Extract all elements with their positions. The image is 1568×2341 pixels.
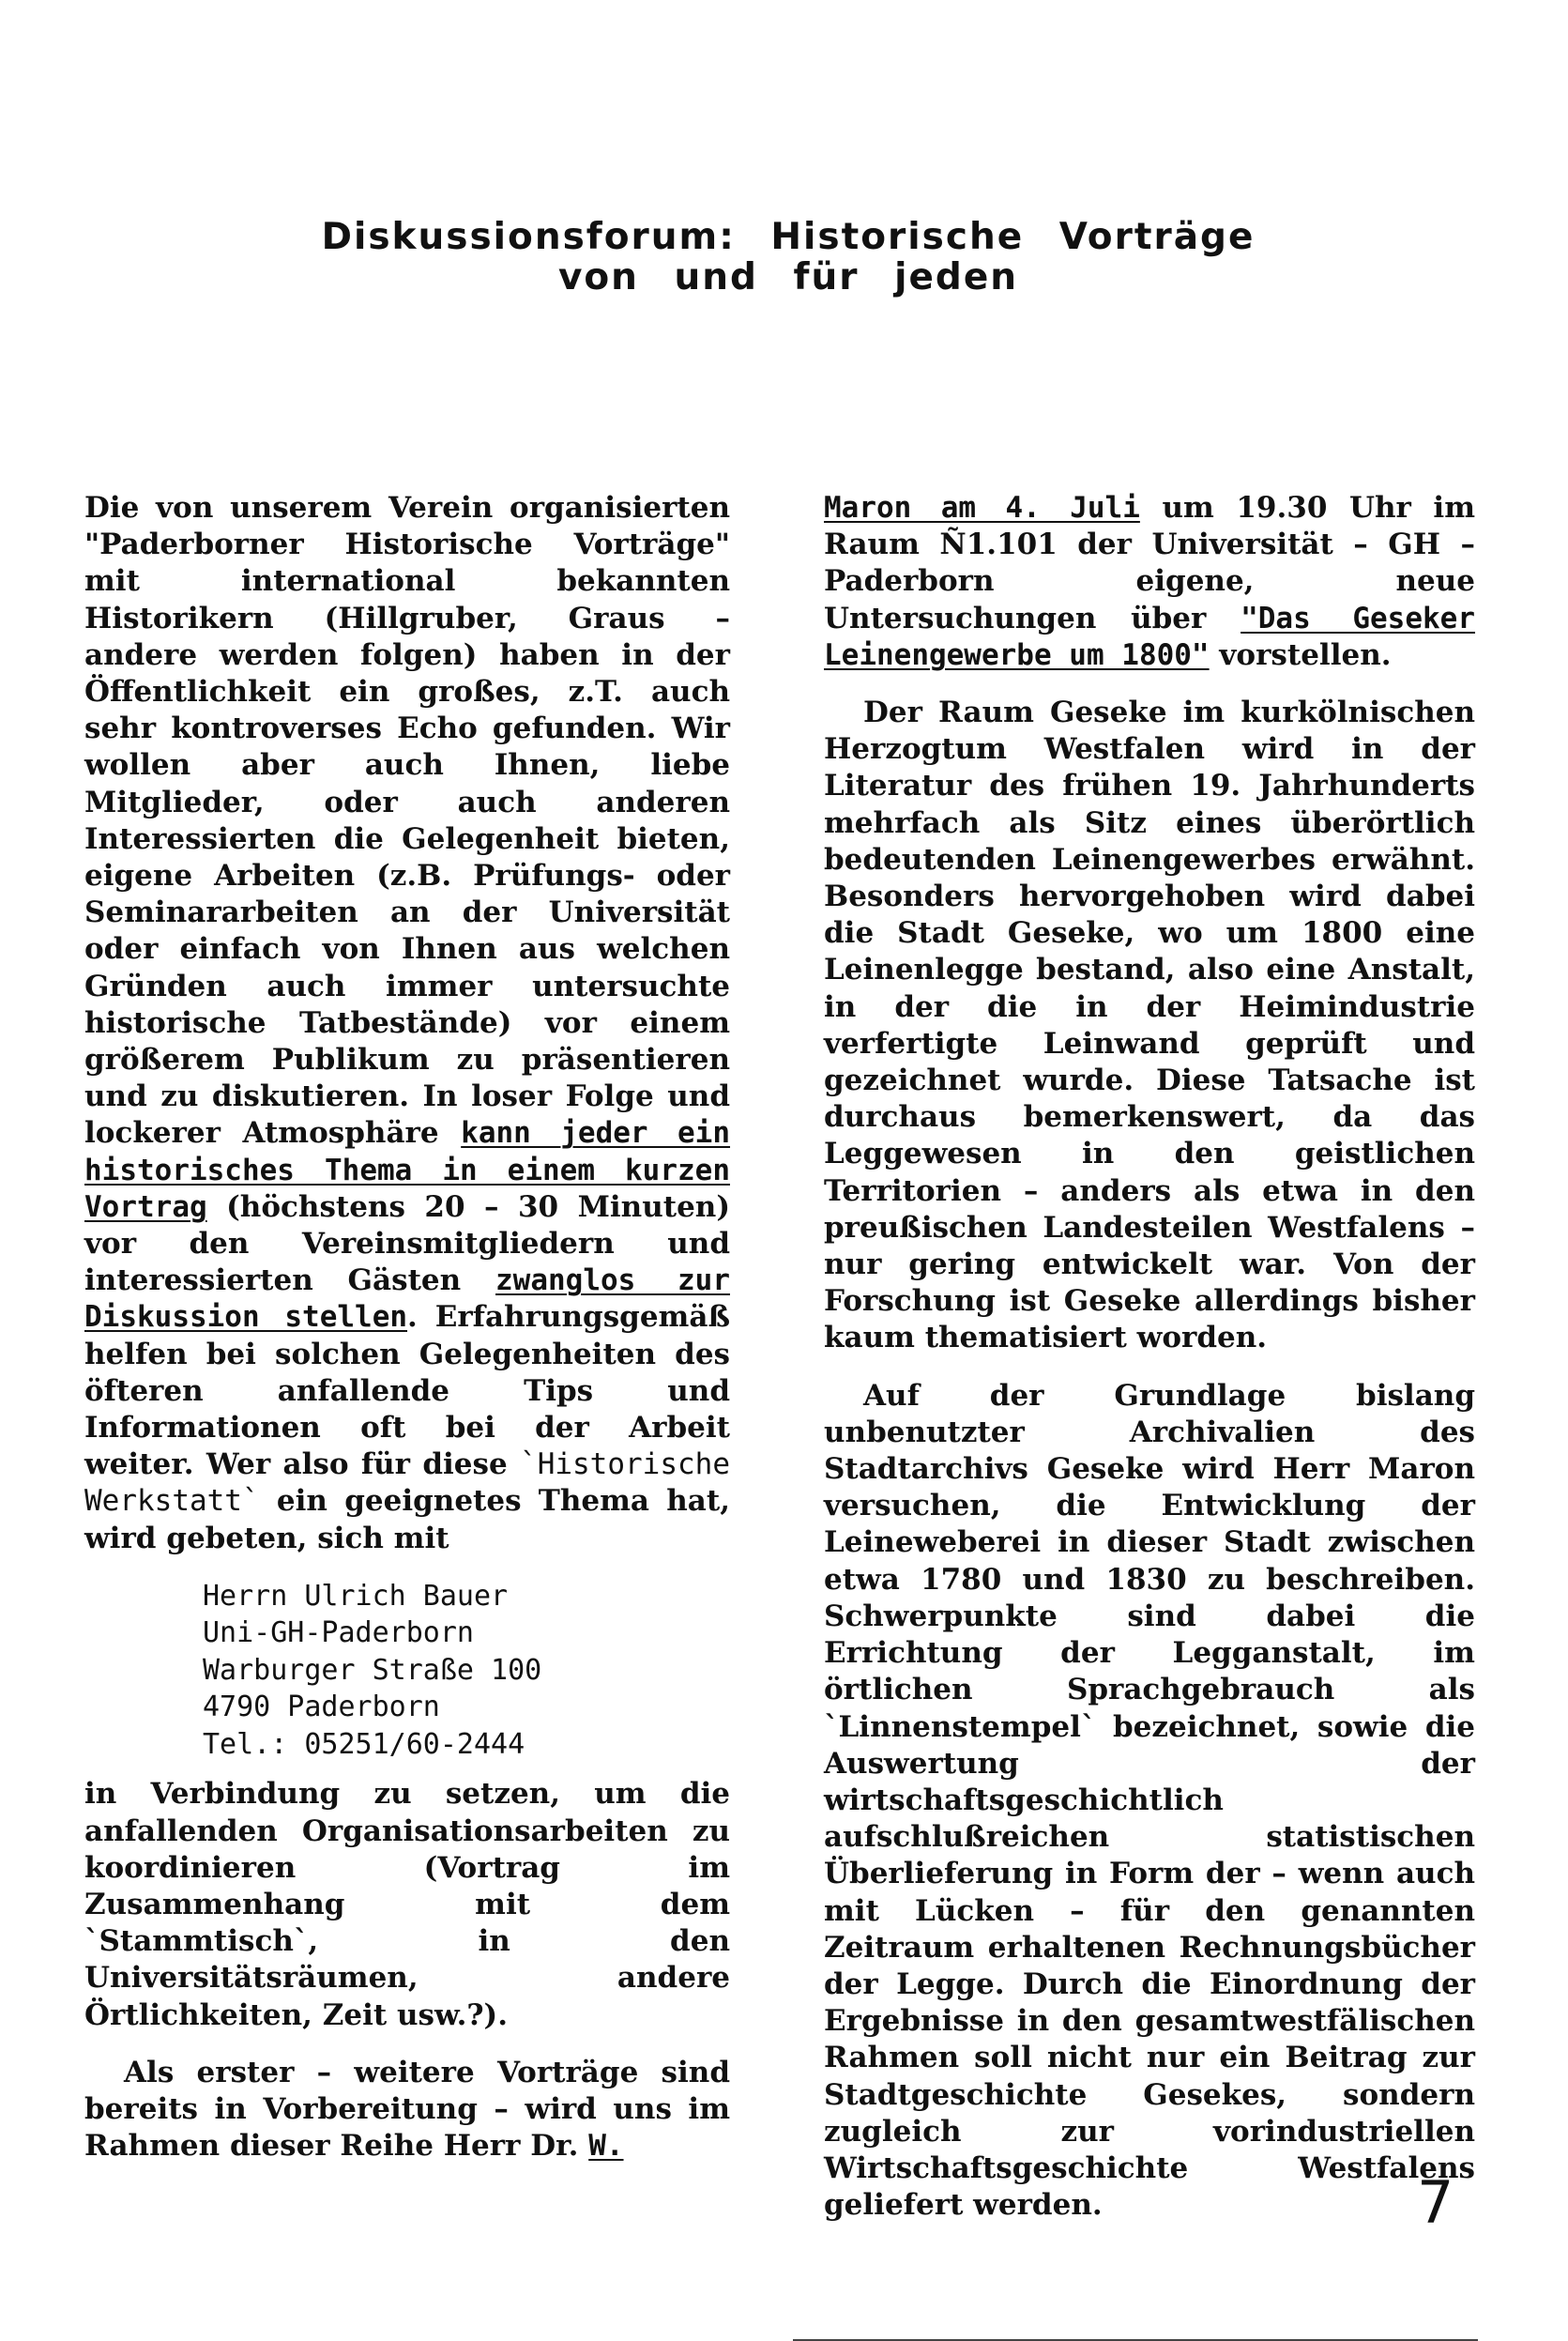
organisation-paragraph: in Verbindung zu setzen, um die anfallenden Organisationsarbeiten zu koordinieren (Vortrag im Zusammenhang mit dem `Stammtisch`, in den Universitätsräumen, andere Örtlichkeiten, Zeit usw.?). xyxy=(84,1777,730,2032)
left-column xyxy=(84,490,730,2165)
contact-address xyxy=(203,1578,730,1764)
address-phone: Tel.: 05251/60-2444 xyxy=(203,1727,525,1761)
geseke-region-paragraph: Der Raum Geseke im kurkölnischen Herzogtum Westfalen wird in der Literatur des frühen 19. Jahrhunderts mehrfach als Sitz eines überörtlich bedeutenden Leinengewerbes erwähnt. Besonders hervorgehoben wird dabei die Stadt Geseke, wo um 1800 eine Leinenlegge bestand, also eine Anstalt, in der die in der Heimindustrie verfertigte Leinwand geprüft und gezeichnet wurde. Diese Tatsache ist durchaus bemerkenswert, da das Leggewesen in den geistlichen Territorien – anders als etwa in den preußischen Landesteilen Westfalens – nur gering entwickelt war. Von der Forschung ist Geseke allerdings bisher kaum thematisiert worden. xyxy=(824,696,1475,1355)
page-number: 7 xyxy=(1417,2168,1454,2237)
address-street: Warburger Straße 100 xyxy=(203,1653,542,1687)
address-city: 4790 Paderborn xyxy=(203,1691,440,1724)
underlined-phrase-vortrag: kann jeder ein historisches Thema in einem kurzen Vortrag xyxy=(84,1116,731,1224)
intro-text-d: ein geeignetes Thema hat, wird gebeten, sich mit xyxy=(84,1484,731,1555)
underlined-date: Maron am 4. Juli xyxy=(824,491,1140,525)
research-plan-paragraph: Auf der Grundlage bislang unbenutzter Archivalien des Stadtarchivs Geseke wird Herr Maron versuchen, die Entwicklung der Leineweberei in dieser Stadt zwischen etwa 1780 und 1830 zu beschreiben. Schwerpunkte sind dabei die Errichtung der Legganstalt, im örtlichen Sprachgebrauch als `Linnenstempel` bezeichnet, sowie die Auswertung der wirtschaftsgeschichtlich aufschlußreichen statistischen Überlieferung in Form der – wenn auch mit Lücken – für den genannten Zeitraum erhaltenen Rechnungsbücher der Legge. Durch die Einordnung der Ergebnisse in den gesamtwestfälischen Rahmen soll nicht nur ein Beitrag zur Stadtgeschichte Gesekes, sondern zugleich zur vorindustriellen Wirtschaftsgeschichte Westfalens geliefert werden. xyxy=(824,1378,1475,2223)
right-column xyxy=(824,490,1475,2224)
underlined-phrase-diskussion: zwanglos zur Diskussion stellen xyxy=(84,1263,730,1335)
address-institution: Uni-GH-Paderborn xyxy=(203,1616,474,1650)
first-lecture-paragraph xyxy=(84,2055,730,2165)
announcement-text-b: vorstellen. xyxy=(1219,637,1392,672)
first-lecture-text: Als erster – weitere Vorträge sind bereits in Vorbereitung – wird uns im Rahmen dieser Reihe Herr Dr. xyxy=(84,2055,730,2164)
historische-werkstatt-label: `Historische Werkstatt` xyxy=(84,1447,730,1519)
lecture-announcement-paragraph xyxy=(824,490,1475,674)
page-title-line-1: Diskussionsforum: Historische Vorträge xyxy=(321,216,1256,258)
announcement-text-a: um 19.30 Uhr im Raum Ñ1.101 der Universität – GH – Paderborn eigene, neue Untersuchungen über xyxy=(824,491,1475,635)
intro-paragraph xyxy=(84,490,730,1557)
intro-text-a: Die von unserem Verein organisierten "Paderborner Historische Vorträge" mit international bekannten Historikern (Hillgruber, Graus – andere werden folgen) haben in der Öffentlichkeit ein großes, z.T. auch sehr kontroverses Echo gefunden. Wir wollen aber auch Ihnen, liebe Mitglieder, oder auch anderen Interessierten die Gelegenheit bieten, eigene Arbeiten (z.B. Prüfungs- oder Seminararbeiten an der Universität oder einfach von Ihnen aus welchen Gründen auch immer untersuchte historische Tatbestände) vor einem größerem Publikum zu präsentieren und zu diskutieren. In loser Folge und lockerer Atmosphäre xyxy=(84,491,730,1151)
address-name: Herrn Ulrich Bauer xyxy=(203,1579,509,1613)
intro-text-c: . Erfahrungsgemäß helfen bei solchen Gelegenheiten des öfteren anfallende Tips und Informationen oft bei der Arbeit weiter. Wer also für diese xyxy=(84,1300,730,1482)
underlined-lecture-title: "Das Geseker Leinengewerbe um 1800" xyxy=(824,601,1476,672)
intro-text-b: (höchstens 20 – 30 Minuten) vor den Vereinsmitgliedern und interessierten Gästen xyxy=(84,1189,731,1298)
underlined-initial: W. xyxy=(588,2129,624,2164)
page-title-line-2: von und für jeden xyxy=(557,256,1019,298)
